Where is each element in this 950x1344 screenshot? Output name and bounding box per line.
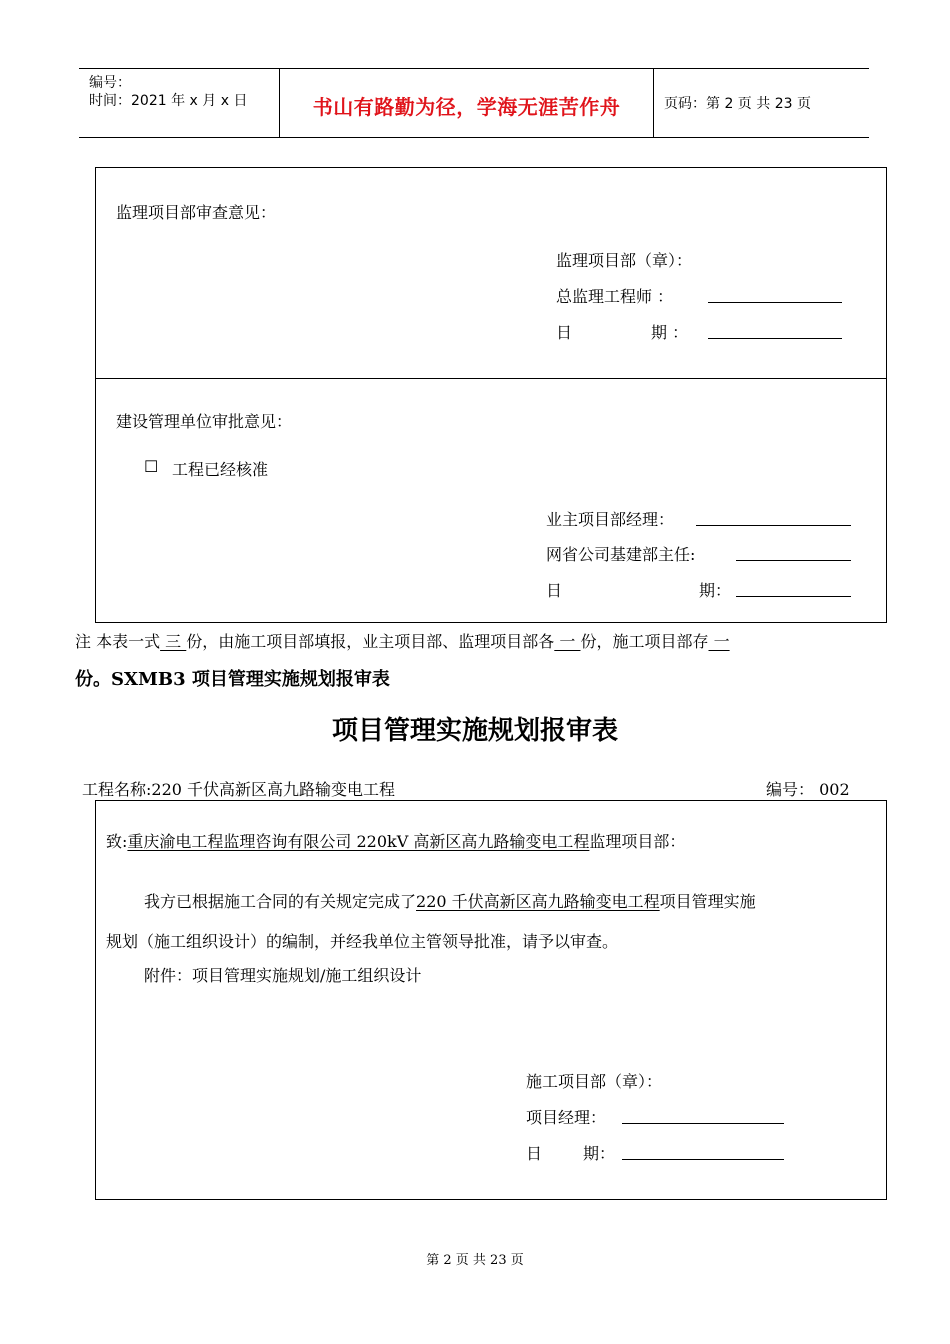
note-line-2: 份。SXMB3 项目管理实施规划报审表 <box>75 669 390 690</box>
grid-director-label: 网省公司基建部主任: <box>546 545 696 564</box>
page-header <box>79 68 869 138</box>
approval-date-label-day: 日 <box>546 581 563 600</box>
form-title: 项目管理实施规划报审表 <box>331 716 618 746</box>
addressee-line <box>106 829 685 852</box>
header-number-label: 编号： <box>89 75 131 91</box>
attachment-line: 附件：项目管理实施规划/施工组织设计 <box>144 966 422 985</box>
project-manager-label: 项目经理： <box>526 1108 607 1127</box>
approval-title: 建设管理单位审批意见： <box>116 412 293 431</box>
header-time-label: 时间：2021 年 x 月 x 日 <box>89 93 248 109</box>
page-footer: 第 2 页 共 23 页 <box>426 1253 524 1268</box>
form-number-label: 编号： 002 <box>766 780 850 799</box>
header-page-cell <box>654 69 869 137</box>
submission-date-line[interactable] <box>622 1159 784 1160</box>
body-line-2: 规划（施工组织设计）的编制，并经我单位主管领导批准，请予以审查。 <box>106 932 619 951</box>
project-manager-signature-line[interactable] <box>622 1123 784 1124</box>
note-each: 一 <box>554 632 581 651</box>
submission-date-label-period: 期： <box>583 1144 616 1163</box>
header-motto-cell <box>280 69 654 137</box>
chief-engineer-signature-line[interactable] <box>708 302 842 303</box>
approval-date-line[interactable] <box>736 596 851 597</box>
approved-checkbox-label: 工程已经核准 <box>172 460 269 479</box>
note-copies: 三 <box>160 632 187 651</box>
supervision-date-line[interactable] <box>708 338 842 339</box>
body-line-1 <box>144 889 756 912</box>
submission-box <box>95 800 887 1200</box>
addressee-suffix: 监理项目部： <box>589 832 686 851</box>
supervision-date-label-day: 日 <box>556 323 573 342</box>
project-name-label: 工程名称:220 千伏高新区高九路输变电工程 <box>82 780 396 799</box>
owner-manager-label: 业主项目部经理： <box>546 510 675 529</box>
approved-checkbox[interactable]: ☐ <box>144 457 159 476</box>
body-suffix: 项目管理实施 <box>659 892 756 911</box>
construction-seal-label: 施工项目部（章）： <box>526 1072 663 1091</box>
submission-date-label-day: 日 <box>526 1144 543 1163</box>
note-part-2: 份，由施工项目部填报，业主项目部、监理项目部各 <box>186 632 555 651</box>
supervision-seal-label: 监理项目部（章）： <box>556 251 693 270</box>
header-info-cell <box>79 69 280 137</box>
grid-director-signature-line[interactable] <box>736 560 851 561</box>
approval-box <box>95 377 887 623</box>
supervision-review-title: 监理项目部审查意见： <box>116 203 277 222</box>
body-project: 220 千伏高新区高九路输变电工程 <box>416 892 660 911</box>
note-keep: 一 <box>708 632 730 651</box>
addressee-org: 重庆渝电工程监理咨询有限公司 220kV 高新区高九路输变电工程 <box>127 832 590 851</box>
note-line-1 <box>75 629 730 652</box>
header-page-code: 页码：第 2 页 共 23 页 <box>664 96 811 112</box>
header-motto: 书山有路勤为径，学海无涯苦作舟 <box>312 95 621 119</box>
chief-engineer-label: 总监理工程师 ： <box>556 287 674 306</box>
owner-manager-signature-line[interactable] <box>696 525 851 526</box>
supervision-date-label-period: 期 ： <box>651 323 689 342</box>
addressee-prefix: 致: <box>106 832 128 851</box>
note-part-1: 注 本表一式 <box>75 632 161 651</box>
approval-date-label-period: 期： <box>699 581 732 600</box>
note-part-3: 份，施工项目部存 <box>580 632 709 651</box>
body-prefix: 我方已根据施工合同的有关规定完成了 <box>144 892 417 911</box>
supervision-review-box <box>95 167 887 379</box>
